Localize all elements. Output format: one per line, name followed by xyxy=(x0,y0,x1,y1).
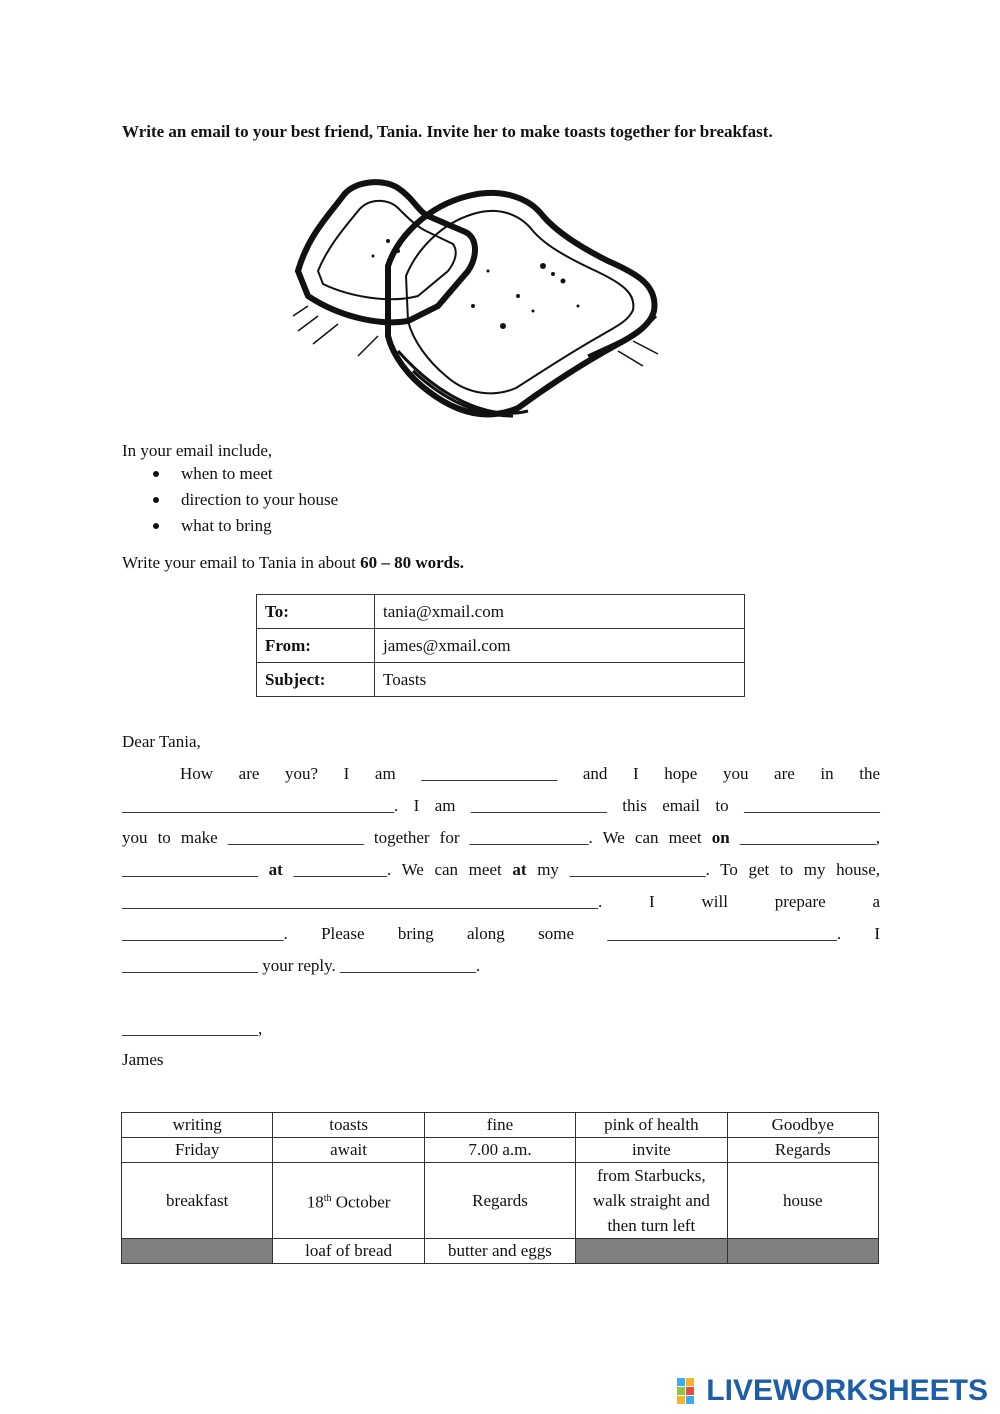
letter-body xyxy=(122,758,880,982)
letter-line: ___________________. Please bring along some ___________________________. I xyxy=(122,924,881,943)
subject-value: Toasts xyxy=(375,663,745,697)
word-count-instruction: Write your email to Tania in about 60 – 80 words. xyxy=(122,553,465,572)
include-list xyxy=(150,462,338,540)
word-bank-table xyxy=(121,1112,879,1264)
word-bank-cell: loaf of bread xyxy=(273,1239,424,1264)
letter-line: ________________________________. I am ________________ this email to ________________ xyxy=(122,796,881,815)
word-bank-cell: await xyxy=(273,1138,424,1163)
letter-line: ________________ your reply. ________________. xyxy=(122,956,481,975)
from-value: james@xmail.com xyxy=(375,629,745,663)
instruction-title: Write an email to your best friend, Tania. Invite her to make toasts together for breakfast. xyxy=(122,122,773,141)
letter-line: you to make ________________ together for ______________. We can meet on ________________, xyxy=(122,828,881,847)
letter-line: How are you? I am ________________ and I hope you are in the xyxy=(180,764,880,783)
logo-text: LIVEWORKSHEETS xyxy=(706,1374,988,1407)
list-item: what to bring xyxy=(150,514,338,540)
word-bank-cell: Regards xyxy=(727,1138,878,1163)
blank[interactable]: ___________________________. xyxy=(607,924,842,943)
word-bank-cell-empty xyxy=(122,1239,273,1264)
word-bank-cell: 7.00 a.m. xyxy=(424,1138,575,1163)
toast-slices-illustration xyxy=(288,176,664,428)
word-bank-cell: fine xyxy=(424,1113,575,1138)
logo-blocks-icon xyxy=(677,1378,703,1404)
liveworksheets-logo[interactable] xyxy=(677,1376,988,1406)
include-intro: In your email include, xyxy=(122,441,273,460)
word-bank-cell: butter and eggs xyxy=(424,1239,575,1264)
word-bank-cell: breakfast xyxy=(122,1163,273,1239)
from-label: From: xyxy=(257,629,375,663)
word-bank-cell-empty xyxy=(727,1239,878,1264)
word-bank-cell: pink of health xyxy=(576,1113,727,1138)
word-bank-cell: Goodbye xyxy=(727,1113,878,1138)
word-bank-cell: Friday xyxy=(122,1138,273,1163)
word-bank-cell: writing xyxy=(122,1113,273,1138)
email-header-table xyxy=(256,594,745,697)
blank[interactable]: ________________ xyxy=(421,764,558,783)
greeting: Dear Tania, xyxy=(122,732,201,751)
word-bank-cell-empty xyxy=(576,1239,727,1264)
blank[interactable]: ________________ xyxy=(470,796,607,815)
word-bank-cell: house xyxy=(727,1163,878,1239)
letter-line: ________________________________________________________. I will prepare a xyxy=(122,892,881,911)
list-item: when to meet xyxy=(150,462,338,488)
word-bank-cell: Regards xyxy=(424,1163,575,1239)
subject-label: Subject: xyxy=(257,663,375,697)
word-count: 60 – 80 words. xyxy=(360,553,465,572)
list-item: direction to your house xyxy=(150,488,338,514)
word-bank-cell: toasts xyxy=(273,1113,424,1138)
signoff-blank[interactable]: ________________, xyxy=(122,1019,263,1038)
to-label: To: xyxy=(257,595,375,629)
word-bank-cell: 18th October xyxy=(273,1163,424,1239)
word-bank-cell: from Starbucks, walk straight and then turn left xyxy=(576,1163,727,1239)
word-bank-cell: invite xyxy=(576,1138,727,1163)
blank[interactable]: ________________ xyxy=(744,796,881,815)
letter-line: ________________ at ___________. We can meet at my ________________. To get to my house, xyxy=(122,860,881,879)
to-value: tania@xmail.com xyxy=(375,595,745,629)
signature: James xyxy=(122,1050,164,1069)
